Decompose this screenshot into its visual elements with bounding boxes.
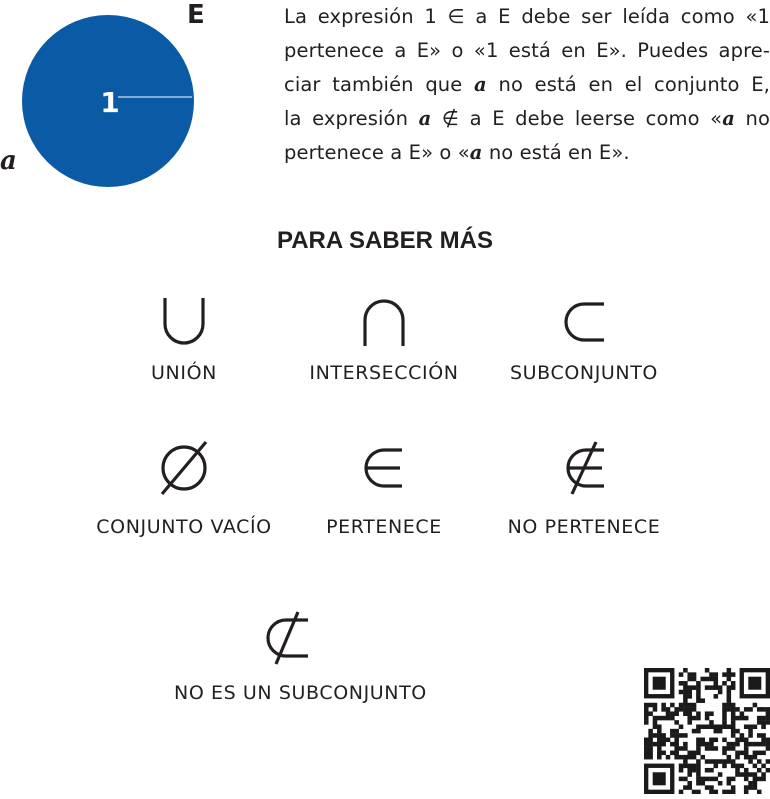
symbol-label: INTERSECCIÓN [309,362,459,384]
symbol-intersection [274,296,494,385]
empty-set-icon [154,440,214,496]
symbol-element-of [274,440,494,539]
element-of-icon [354,440,414,496]
symbol-label: UNIÓN [151,362,217,384]
symbol-union [74,296,294,385]
section-title: PARA SABER MÁS [276,227,493,254]
intro-line: pertenece a E» o «a no está en E». [284,141,630,164]
symbol-label: PERTENECE [326,516,442,538]
intro-line: la expresión a ∉ a E debe leerse como «a no [284,107,770,130]
set-label: E [187,0,205,30]
element-outside-label: a [0,146,17,176]
set-e-circle [0,0,260,200]
union-icon [154,296,214,348]
intersection-icon [354,296,414,348]
intro-line: ciar también que a no está en el conjunto E, [284,73,770,96]
element-inside-label: 1 [100,86,120,119]
symbol-not-element-of [474,440,694,539]
symbol-label: CONJUNTO VACÍO [96,516,272,538]
symbol-not-subset [174,608,427,705]
symbol-label: NO ES UN SUBCONJUNTO [174,682,427,704]
subset-icon [554,296,614,348]
symbol-empty-set [74,440,294,539]
set-diagram [0,0,260,200]
intro-paragraph [284,0,770,170]
symbol-subset [474,296,694,385]
symbol-label: SUBCONJUNTO [510,362,658,384]
not-element-of-icon [554,440,614,496]
qr-code-icon [644,668,770,794]
symbol-label: NO PERTENECE [507,516,661,538]
intro-line: pertenece a E» o «1 está en E». Puedes apre- [284,39,770,62]
qr-code-graphic [644,668,770,794]
intro-line: La expresión 1 ∈ a E debe ser leída como «1 [284,5,770,28]
not-subset-icon [252,608,316,666]
